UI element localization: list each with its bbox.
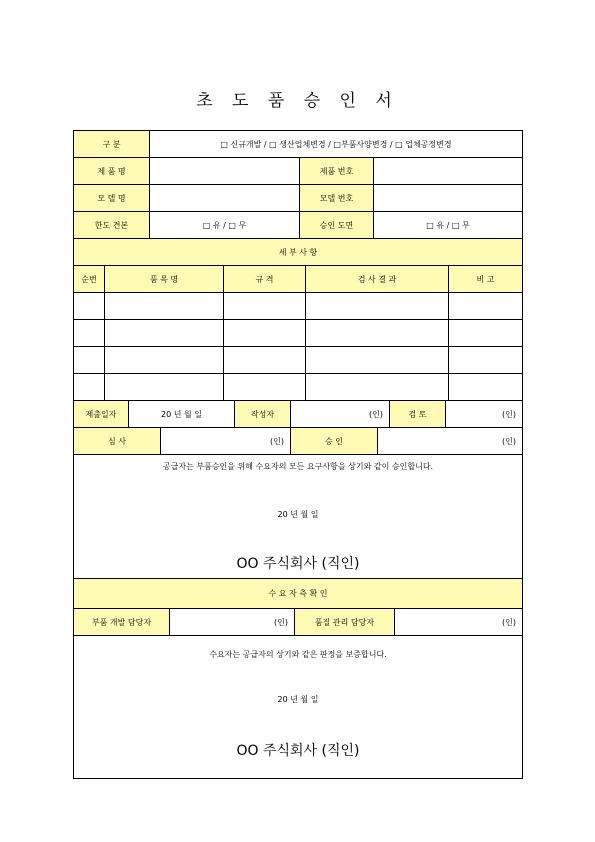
dev-manager-field[interactable] — [170, 609, 295, 635]
table-row — [74, 293, 522, 320]
approval-form — [73, 130, 523, 779]
col-header-item-name: 품 목 명 — [105, 266, 224, 292]
submit-row — [74, 401, 522, 428]
approval-drawing-checkbox-group[interactable]: □ 유 / □ 무 — [426, 220, 470, 230]
author-field[interactable] — [291, 401, 390, 427]
table-row — [74, 320, 522, 347]
cell-remarks[interactable] — [449, 293, 522, 319]
seal-mark: (인) — [274, 617, 288, 627]
cell-remarks[interactable] — [449, 374, 522, 400]
details-section-label: 세 부 사 항 — [74, 239, 522, 265]
supplier-company-seal: OO 주식회사 (직인) — [236, 556, 360, 572]
customer-section-label: 수 요 자 측 확 인 — [74, 579, 522, 608]
approve-field[interactable] — [378, 428, 522, 454]
limit-sample-label: 한도 견본 — [74, 212, 150, 238]
cell-seq[interactable] — [74, 347, 105, 373]
product-no-field[interactable] — [374, 158, 522, 184]
table-row — [74, 347, 522, 374]
submit-date-label: 제출일자 — [74, 401, 129, 427]
examine-field[interactable] — [161, 428, 291, 454]
model-no-label: 모델 번호 — [300, 185, 374, 211]
category-row — [74, 131, 522, 158]
col-header-inspection: 검 사 결 과 — [306, 266, 449, 292]
seal-mark: (인) — [369, 409, 383, 419]
cell-seq[interactable] — [74, 320, 105, 346]
customer-company-seal: OO 주식회사 (직인) — [236, 743, 360, 759]
cell-spec[interactable] — [224, 374, 306, 400]
approve-label: 승 인 — [291, 428, 378, 454]
product-name-field[interactable] — [150, 158, 300, 184]
sample-row — [74, 212, 522, 239]
cell-remarks[interactable] — [449, 320, 522, 346]
limit-sample-checkbox-group[interactable]: □ 유 / □ 무 — [150, 212, 300, 238]
cell-spec[interactable] — [224, 320, 306, 346]
approval-drawing-label: 승인 도면 — [300, 212, 374, 238]
model-name-label: 모 델 명 — [74, 185, 150, 211]
model-no-field[interactable] — [374, 185, 522, 211]
dev-manager-label: 부품 개발 담당자 — [74, 609, 170, 635]
cell-seq[interactable] — [74, 374, 105, 400]
col-header-remarks: 비 고 — [449, 266, 522, 292]
cell-item-name[interactable] — [105, 293, 224, 319]
cell-item-name[interactable] — [105, 320, 224, 346]
cell-spec[interactable] — [224, 293, 306, 319]
product-name-label: 제 품 명 — [74, 158, 150, 184]
cell-item-name[interactable] — [105, 347, 224, 373]
model-row — [74, 185, 522, 212]
category-label: 구 분 — [74, 131, 150, 157]
details-column-row — [74, 266, 522, 293]
cell-seq[interactable] — [74, 293, 105, 319]
quality-manager-field[interactable] — [395, 609, 522, 635]
seal-mark: (인) — [502, 409, 516, 419]
author-label: 작성자 — [235, 401, 291, 427]
customer-confirmation — [74, 636, 522, 778]
supplier-confirmation — [74, 455, 522, 579]
review-field[interactable] — [446, 401, 522, 427]
product-row — [74, 158, 522, 185]
category-options[interactable]: □ 신규개발 / □ 생산업체변경 / □부품사양변경 / □ 업체공정변경 — [220, 139, 452, 149]
submit-date-field[interactable]: 20 년 월 일 — [129, 401, 235, 427]
product-no-label: 제품 번호 — [300, 158, 374, 184]
manager-row — [74, 609, 522, 636]
customer-statement: 수요자는 공급자의 상기와 같은 판정을 보증합니다. — [209, 650, 387, 659]
model-name-field[interactable] — [150, 185, 300, 211]
document-title: 초 도 품 승 인 서 — [196, 91, 399, 111]
cell-item-name[interactable] — [105, 374, 224, 400]
seal-mark: (인) — [502, 617, 516, 627]
customer-date[interactable]: 20 년 월 일 — [277, 695, 319, 704]
seal-mark: (인) — [270, 436, 284, 446]
col-header-spec: 규 격 — [224, 266, 306, 292]
seal-mark: (인) — [502, 436, 516, 446]
cell-remarks[interactable] — [449, 347, 522, 373]
col-header-seq: 순번 — [74, 266, 105, 292]
cell-inspection[interactable] — [306, 347, 449, 373]
table-row — [74, 374, 522, 401]
examine-row — [74, 428, 522, 455]
quality-manager-label: 품질 관리 담당자 — [295, 609, 395, 635]
examine-label: 심 사 — [74, 428, 161, 454]
supplier-date[interactable]: 20 년 월 일 — [277, 510, 319, 519]
supplier-statement: 공급자는 부품승인을 위해 수요자의 모든 요구사항을 상기와 같이 승인합니다. — [162, 462, 434, 471]
cell-inspection[interactable] — [306, 320, 449, 346]
details-header-row — [74, 239, 522, 266]
cell-inspection[interactable] — [306, 293, 449, 319]
cell-inspection[interactable] — [306, 374, 449, 400]
review-label: 검 토 — [390, 401, 446, 427]
customer-header-row — [74, 579, 522, 609]
cell-spec[interactable] — [224, 347, 306, 373]
